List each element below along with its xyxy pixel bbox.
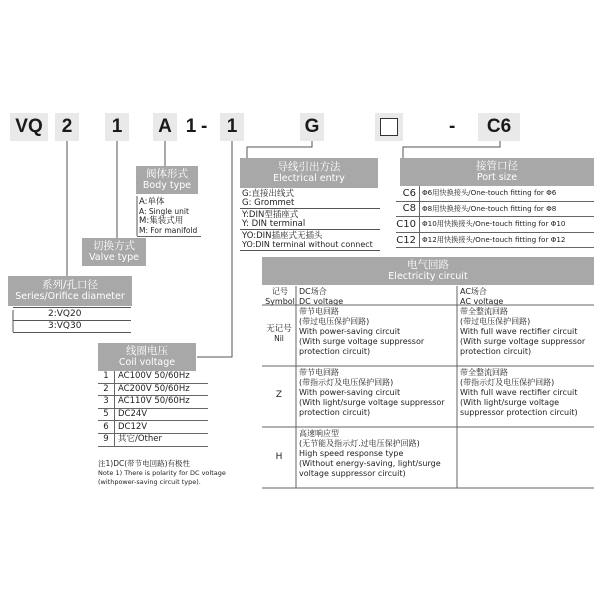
body-type-item: A: Single unit <box>139 207 189 216</box>
dc-cell <box>299 368 445 418</box>
ac-line: With full wave rectifier circuit <box>460 327 578 336</box>
symbol-cell: H <box>275 452 283 462</box>
dc-line: 带节电回路 <box>299 368 339 377</box>
body-type-title-zh: 阀体形式 <box>146 168 188 180</box>
code-electrical-entry: G <box>300 113 324 141</box>
dc-line: protection circuit) <box>299 347 371 356</box>
dc-head-zh: DC场合 <box>299 287 327 296</box>
coil-voltage-title-en: Coil voltage <box>118 357 176 368</box>
symbol-head-en: Symbol <box>265 297 295 306</box>
dc-line: (Without energy-saving, light/surge <box>299 459 441 468</box>
body-type-item: A:单体 <box>139 197 165 207</box>
ac-line: suppressor protection circuit) <box>460 408 578 417</box>
electrical-entry-title-zh: 导线引出方法 <box>277 161 341 173</box>
dc-line: (带过电压保护回路) <box>299 317 370 326</box>
coil-note: (withpower-saving circuit type). <box>98 478 201 486</box>
body-type-item: M: For manifold <box>139 226 198 235</box>
symbol-en: Nil <box>274 334 284 343</box>
ac-line: (带过电压保护回路) <box>460 317 531 326</box>
ac-line: (With light/surge voltage <box>460 398 560 407</box>
dc-cell <box>299 429 441 479</box>
dc-cell <box>299 307 424 357</box>
port-code: C12 <box>396 232 420 248</box>
electrical-entry-item: G: Grommet <box>242 198 295 208</box>
coil-code: 9 <box>98 433 115 446</box>
coil-value: 其它/Other <box>115 433 209 446</box>
series-title-en: Series/Orifice diameter <box>15 291 125 302</box>
port-size-title-zh: 接管口径 <box>476 160 518 172</box>
symbol-cell: Z <box>275 390 283 400</box>
electrical-entry-item: YO:DIN terminal without connect <box>242 240 373 249</box>
ac-head-zh: AC场合 <box>460 287 487 296</box>
coil-value: AC100V 50/60Hz <box>115 371 209 383</box>
series-item: 3:VQ30 <box>48 321 82 331</box>
electrical-entry-item: Y:DIN型插座式 <box>242 210 299 220</box>
dc-line: voltage suppressor circuit) <box>299 469 406 478</box>
symbol-head-zh: 记号 <box>272 287 288 296</box>
port-desc: Φ10用快换接头/One-touch fitting for Φ10 <box>420 217 595 233</box>
coil-code: 2 <box>98 383 115 396</box>
dc-line: (带指示灯及电压保护回路) <box>299 378 394 387</box>
ac-line: 带全整流回路 <box>460 368 508 377</box>
dc-line: With power-saving circuit <box>299 388 401 397</box>
coil-value: DC12V <box>115 421 209 434</box>
body-type-item: M:集装式用 <box>139 216 184 226</box>
code-body-type: A <box>153 113 177 141</box>
coil-value: DC24V <box>115 408 209 421</box>
dc-head <box>299 287 343 307</box>
ac-cell <box>460 368 578 418</box>
coil-code: 3 <box>98 396 115 409</box>
electricity-circuit-title-en: Electricity circuit <box>388 271 468 282</box>
coil-code: 5 <box>98 408 115 421</box>
port-desc: Φ8用快换接头/One-touch fitting for Φ8 <box>420 201 595 217</box>
ac-line: (带指示灯及电压保护回路) <box>460 378 555 387</box>
ac-cell <box>460 307 585 357</box>
code-orifice: 2 <box>55 113 79 141</box>
electrical-entry-title-en: Electrical entry <box>273 173 345 184</box>
ac-line: With full wave rectifier circuit <box>460 388 578 397</box>
series-item: 2:VQ20 <box>48 309 82 319</box>
coil-note: 注1)DC(带节电回路)有极性 <box>98 459 191 468</box>
ac-head <box>460 287 503 307</box>
dc-line: (With light/surge voltage suppressor <box>299 398 445 407</box>
dc-line: (With surge voltage suppressor <box>299 337 425 346</box>
electrical-entry-item: Y: DIN terminal <box>242 219 306 229</box>
symbol-cell <box>262 324 296 344</box>
coil-value: AC200V 50/60Hz <box>115 383 209 396</box>
symbol-zh: 无记号 <box>266 324 292 334</box>
electrical-entry-item: YO:DIN插座式无插头 <box>242 231 323 241</box>
code-manifold-option: 1 <box>185 116 197 137</box>
code-port-size: C6 <box>478 113 520 141</box>
code-series-prefix: VQ <box>10 113 48 141</box>
valve-type-title-en: Valve type <box>89 252 139 263</box>
body-type-title-en: Body type <box>142 180 192 191</box>
port-code: C10 <box>396 217 420 233</box>
port-size-title-en: Port size <box>476 172 518 183</box>
dc-line: 高速响应型 <box>299 429 339 438</box>
coil-voltage-title-zh: 线圈电压 <box>126 345 168 357</box>
coil-value: AC110V 50/60Hz <box>115 396 209 409</box>
code-separator: - <box>201 116 208 137</box>
dc-line: With power-saving circuit <box>299 327 401 336</box>
dc-line: (无节能及指示灯.过电压保护回路) <box>299 439 420 448</box>
coil-code: 1 <box>98 371 115 383</box>
dc-line: High speed response type <box>299 449 404 458</box>
port-code: C6 <box>396 186 420 201</box>
coil-note: Note 1) There is polarity for DC voltage <box>98 469 226 477</box>
port-desc: Φ12用快换接头/One-touch fitting for Φ12 <box>420 232 595 248</box>
dc-line: protection circuit) <box>299 408 371 417</box>
electricity-circuit-title-zh: 电气回路 <box>407 259 449 271</box>
symbol-head <box>265 287 295 307</box>
ac-line: 带全整流回路 <box>460 307 508 316</box>
ac-head-en: AC voltage <box>460 297 504 306</box>
dc-line: 带节电回路 <box>299 307 339 316</box>
coil-code: 6 <box>98 421 115 434</box>
dc-head-en: DC voltage <box>299 297 344 306</box>
code-valve-type: 1 <box>105 113 129 141</box>
series-title-zh: 系列/孔口径 <box>41 279 99 291</box>
valve-type-title-zh: 切换方式 <box>93 240 135 252</box>
port-code: C8 <box>396 201 420 217</box>
electrical-entry-item: G:直接出线式 <box>242 189 294 199</box>
ac-line: protection circuit) <box>460 347 532 356</box>
ac-line: (With surge voltage suppressor <box>460 337 586 346</box>
port-desc: Φ6用快换接头/One-touch fitting for Φ6 <box>420 186 595 201</box>
code-coil-voltage: 1 <box>220 113 244 141</box>
code-separator-2: - <box>449 116 456 137</box>
